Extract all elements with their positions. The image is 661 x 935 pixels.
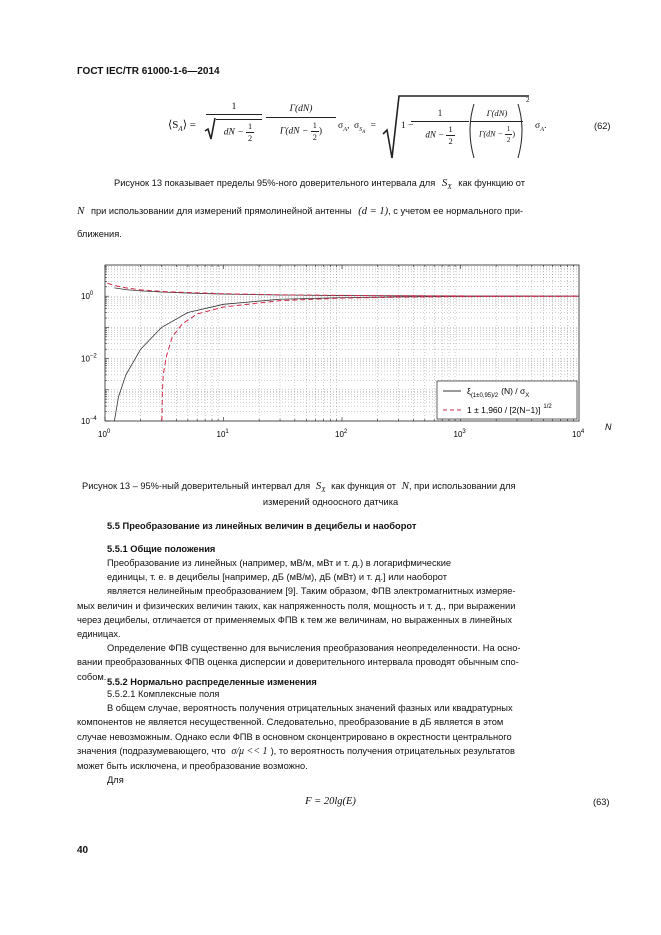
section-5-5-1-body: Преобразование из линейных (например, мВ/м, мВт и т. д.) в логарифмические единицы, т. е. в децибелы [например, дБ (мВ/м), дБ (мВт) и т. д.] или наоборот является нелинейным преобразованием [9]. Таким образом, ФПВ электромагнитных измеряе- мых величин и физических величин таких, как напряженность поля, мощность и т. д., при выражении через децибелы, отличается от применяемых ФПВ к тем же величинам, но выраженных в линейных единицах. Определение ФПВ существенно для вычисления преобразования неопределенности. На осно- вании преобразованных ФПВ оценка дисперсии и доверительного интервала проводят обычным спо- собом. — [77, 558, 521, 682]
page-number: 40 — [77, 845, 89, 856]
eq62-lhs-mean: $⟨S_A⟩$ = — [168, 119, 196, 134]
chart-legend — [437, 381, 577, 419]
eq62-inner-fraction: 1 dN − $\frac{1}{2}$ — [411, 108, 469, 146]
x-tick-label: $10^2$ — [335, 429, 348, 439]
eq62-sigma-a2: $\sigma_A$. — [535, 121, 547, 133]
section-5-5-1-title: 5.5.1 Общие положения — [107, 544, 216, 554]
document-header: ГОСТ IEC/TR 61000-1-6—2014 — [77, 66, 220, 77]
x-tick-label: $10^0$ — [98, 429, 111, 439]
figure13-caption-line2: измерений одноосного датчика — [262, 497, 399, 507]
eq62-gamma-fraction: Γ(dN) Γ(dN − $\frac{1}{2}$ ) — [266, 104, 336, 142]
figure13-intro-line2: N при использовании для измерений прямолинейной антенны (d = 1), с учетом ее нормального при- — [77, 205, 524, 217]
legend-entry-exact: $\xi_{(1\pm 0,95)/2}$ $(N) / \sigma_X$ — [467, 386, 530, 399]
section-5-5-2-1-title: 5.5.2.1 Комплексные поля — [107, 689, 220, 699]
legend-entry-approx: 1 ± 1,960 / [2(N−1)] $^{1/2}$ — [467, 404, 552, 415]
sqrt-sign-icon — [204, 117, 216, 141]
eq62-number: (62) — [594, 121, 611, 131]
equation-63: F = 20lg(E) — [305, 796, 356, 807]
eq62-sigma-a: $\sigma_A$, — [338, 121, 350, 133]
eq62-inner-gamma-fraction: Γ(dN) Γ(dN − $\frac{1}{2}$ ) — [471, 108, 523, 144]
figure13-intro-line3: ближения. — [77, 229, 122, 239]
eq62-one-minus: 1 − — [401, 121, 414, 131]
figure13-chart — [75, 255, 630, 445]
section-5-5-2-body: 5.5.2.1 Комплексные поля В общем случае, вероятность получения отрицательных значений фазных или квадратурных компонентов не является несущественной. Следовательно, преобразование в дБ является в этом случае невозможным. Однако если ФПВ в основном сконцентрировано в окрестности центрального значения (подразумевающего, что σ/μ << 1 ), то вероятность получения отрицательных результатов может быть исключена, и преобразование возможно. Для — [77, 687, 615, 787]
x-axis-label: N — [605, 422, 612, 432]
x-tick-label: $10^1$ — [216, 429, 229, 439]
y-tick-label: $10^{-2}$ — [81, 353, 97, 364]
y-tick-labels — [81, 291, 97, 426]
eq63-number: (63) — [593, 797, 610, 807]
figure13-caption-line1: Рисунок 13 – 95%-ный доверительный интервал для $S_X$ как функция от N, при использовании для — [82, 480, 516, 495]
section-5-5-title: 5.5 Преобразование из линейных величин в децибелы и наоборот — [107, 521, 417, 531]
section-5-5-2-title: 5.5.2 Нормально распределенные изменения — [107, 677, 317, 687]
eq62-lhs-sigma-s: $\sigma_{S_A}$ = — [354, 121, 376, 136]
x-tick-label: $10^3$ — [453, 429, 466, 439]
x-tick-label: $10^4$ — [572, 429, 585, 439]
eq62-square-exponent: 2 — [526, 96, 530, 104]
eq62-sqrt-fraction: 1 dN − $\frac{1}{2}$ — [206, 102, 262, 143]
x-tick-labels — [98, 429, 585, 439]
y-tick-label: $10^{-4}$ — [81, 416, 97, 426]
y-tick-label: $10^0$ — [81, 291, 94, 302]
equation-62 — [168, 96, 648, 162]
figure13-intro-line1: Рисунок 13 показывает пределы 95%-ного доверительного интервала для $S_X$ как функцию от — [114, 177, 526, 192]
